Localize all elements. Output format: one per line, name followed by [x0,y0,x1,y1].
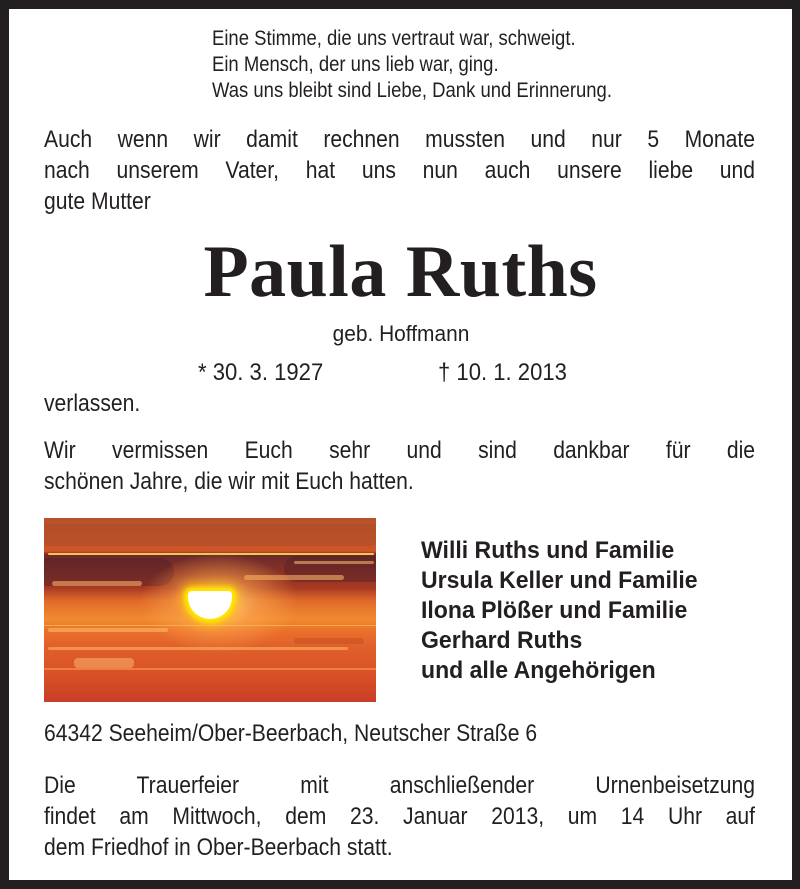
intro-line: gute Mutter [44,188,151,215]
thanks-paragraph [44,435,755,497]
mourner-line: Gerhard Ruths [421,627,583,654]
funeral-line: Die Trauerfeier mit anschließender Urnenbeisetzung [44,772,756,799]
birth-date-text: * 30. 3. 1927 [198,359,324,386]
mourner-line: und alle Angehörigen [421,657,656,684]
mourner-line: Willi Ruths und Familie [421,537,675,564]
verse-block [212,26,667,104]
mourner-line: Ursula Keller und Familie [421,567,698,594]
family-address [44,718,604,749]
funeral-line: findet am Mittwoch, dem 23. Januar 2013, um 14 Uhr auf [44,803,756,830]
verse-line: Eine Stimme, die uns vertraut war, schweigt. [212,27,576,50]
maiden-name-text: geb. Hoffmann [332,321,469,346]
verlassen-line: verlassen. [44,390,141,417]
funeral-paragraph [44,770,755,863]
funeral-line: dem Friedhof in Ober-Beerbach statt. [44,834,393,861]
death-date-text: † 10. 1. 2013 [438,359,567,386]
intro-line: nach unserem Vater, hat uns nun auch unsere liebe und [44,157,756,184]
maiden-name [9,320,792,348]
deceased-name: Paula Ruths [203,231,598,313]
thanks-line: Wir vermissen Euch sehr und sind dankbar für die [44,437,756,464]
thanks-line: schönen Jahre, die wir mit Euch hatten. [44,468,414,495]
address-text: 64342 Seeheim/Ober-Beerbach, Neutscher Straße 6 [44,720,538,747]
intro-line: Auch wenn wir damit rechnen mussten und nur 5 Monate [44,126,756,153]
verse-line: Ein Mensch, der uns lieb war, ging. [212,53,499,76]
verlassen-text [44,388,755,419]
verse-line: Was uns bleibt sind Liebe, Dank und Erinnerung. [212,79,612,102]
death-date [438,358,578,388]
mourner-line: Ilona Plößer und Familie [421,597,688,624]
intro-paragraph [44,124,755,217]
birth-date [198,358,334,388]
obituary-notice [9,9,792,880]
sunset-image [44,518,376,702]
mourners-list [421,536,709,686]
